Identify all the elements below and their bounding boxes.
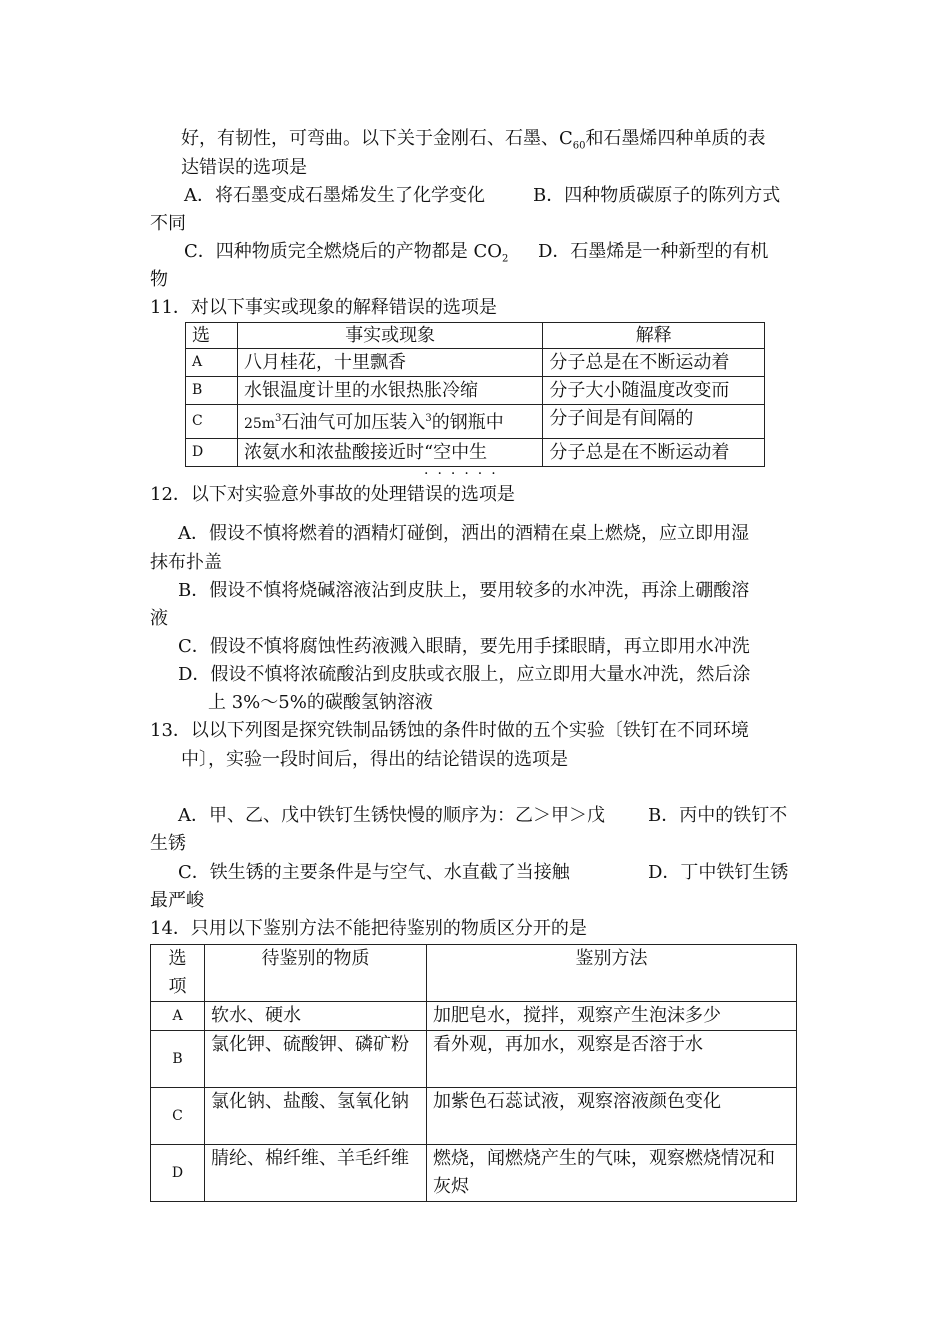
header-fact: 事实或现象: [237, 323, 542, 349]
q10-option-d-cont: 物: [150, 269, 168, 290]
q13-stem-cont: 中〕，实验一段时间后，得出的结论错误的选项是: [181, 749, 568, 770]
table-row: [151, 1031, 797, 1088]
q14-stem: 14．只用以下鉴别方法不能把待鉴别的物质区分开的是: [150, 918, 587, 939]
q10-option-d: D．石墨烯是一种新型的有机: [538, 241, 769, 262]
q13-option-b-cont: 生锈: [150, 833, 186, 854]
q13-option-b: B．丙中的铁钉不: [648, 805, 788, 826]
header-reason: 解释: [543, 323, 765, 349]
row-reason: 分子总是在不断运动着: [543, 349, 765, 377]
q12-option-c: C．假设不慎将腐蚀性药液溅入眼睛，要先用手揉眼睛，再立即用水冲洗: [178, 636, 750, 657]
row-fact: 八月桂花，十里飘香: [237, 349, 542, 377]
q12-option-b: B．假设不慎将烧碱溶液沾到皮肤上，要用较多的水冲洗，再涂上硼酸溶: [178, 580, 750, 601]
q13-option-d-cont: 最严峻: [150, 890, 204, 911]
q12-option-b-cont: 液: [150, 608, 168, 629]
q13-option-a: A．甲、乙、戊中铁钉生锈快慢的顺序为：乙＞甲＞戊: [178, 805, 605, 826]
row-fact: 浓氨水和浓盐酸接近时“空中生: [237, 439, 542, 467]
q13-stem: 13．以以下列图是探究铁制品锈蚀的条件时做的五个实验〔铁钉在不同环境: [150, 720, 749, 741]
row-key: D: [151, 1145, 205, 1202]
table-row: [151, 1145, 797, 1202]
q13-option-c: C．铁生锈的主要条件是与空气、水直截了当接触: [178, 862, 570, 883]
q12-option-a-cont: 抹布扑盖: [150, 552, 222, 573]
row-reason: 分子间是有间隔的: [543, 405, 765, 439]
row-substance: 软水、硬水: [205, 1002, 427, 1031]
q10-option-a: A．将石墨变成石墨烯发生了化学变化: [184, 185, 485, 206]
q10-option-b: B．四种物质碳原子的陈列方式: [533, 185, 781, 206]
row-key: B: [186, 377, 238, 405]
q12-option-d-cont: 上 3%～5%的碳酸氢钠溶液: [208, 692, 433, 713]
row-reason: 分子大小随温度改变而: [543, 377, 765, 405]
table-row: [186, 377, 765, 405]
table-row: [186, 405, 765, 439]
q10-option-b-cont: 不同: [150, 213, 186, 234]
row-substance: 氯化钾、硫酸钾、磷矿粉: [205, 1031, 427, 1088]
q11-stem: 11．对以下事实或现象的解释错误的选项是: [150, 297, 497, 318]
row-fact: $25m^3$石油气可加压装入$^3$的钢瓶中: [237, 405, 542, 439]
q14-table: [150, 944, 797, 1202]
row-key: B: [151, 1031, 205, 1088]
row-key: D: [186, 439, 238, 467]
row-method: 加肥皂水，搅拌，观察产生泡沫多少: [427, 1002, 797, 1031]
q13-option-d: D．丁中铁钉生锈: [648, 862, 789, 883]
emphasis-dots: ······: [424, 466, 505, 482]
header-substance: 待鉴别的物质: [205, 945, 427, 1002]
q12-stem: 12．以下对实验意外事故的处理错误的选项是: [150, 484, 515, 505]
q12-option-d: D．假设不慎将浓硫酸沾到皮肤或衣服上，应立即用大量水冲洗，然后涂: [178, 664, 751, 685]
row-fact: 水银温度计里的水银热胀冷缩: [237, 377, 542, 405]
table-row: [151, 1002, 797, 1031]
table-header-row: [186, 323, 765, 349]
row-method: 燃烧，闻燃烧产生的气味，观察燃烧情况和灰烬: [427, 1145, 797, 1202]
table-row: [186, 439, 765, 467]
row-key: A: [151, 1002, 205, 1031]
q11-table: [185, 322, 765, 467]
q12-option-a: A．假设不慎将燃着的酒精灯碰倒，洒出的酒精在桌上燃烧，应立即用湿: [178, 523, 749, 544]
row-substance: 氯化钠、盐酸、氢氧化钠: [205, 1088, 427, 1145]
header-key: 选项: [151, 945, 205, 1002]
header-key: 选: [186, 323, 238, 349]
row-key: C: [151, 1088, 205, 1145]
row-reason: 分子总是在不断运动着: [543, 439, 765, 467]
row-method: 看外观，再加水，观察是否溶于水: [427, 1031, 797, 1088]
table-header-row: [151, 945, 797, 1002]
row-key: A: [186, 349, 238, 377]
row-method: 加紫色石蕊试液，观察溶液颜色变化: [427, 1088, 797, 1145]
q10-option-c: C．四种物质完全燃烧后的产物都是 $CO_2$: [184, 241, 509, 265]
table-row: [151, 1088, 797, 1145]
table-row: [186, 349, 765, 377]
q10-line1: 好，有韧性，可弯曲。以下关于金刚石、石墨、$C_{60}$和石墨烯四种单质的表: [181, 128, 766, 152]
row-substance: 腈纶、棉纤维、羊毛纤维: [205, 1145, 427, 1202]
header-method: 鉴别方法: [427, 945, 797, 1002]
q10-line2: 达错误的选项是: [181, 157, 307, 178]
row-key: C: [186, 405, 238, 439]
